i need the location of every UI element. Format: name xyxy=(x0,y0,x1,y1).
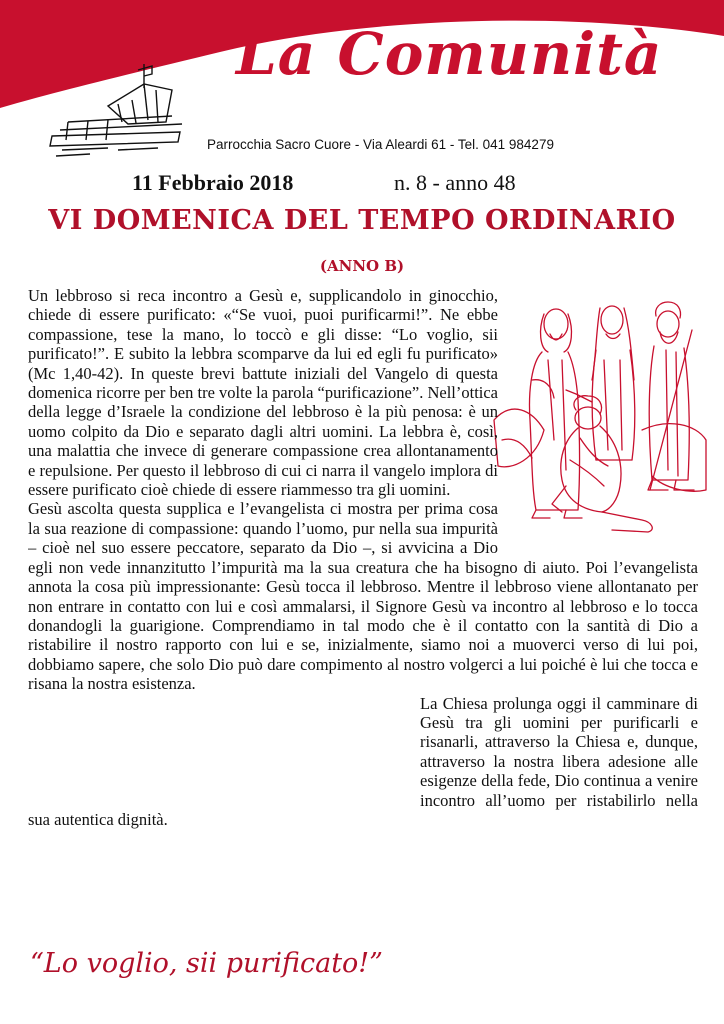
masthead-title: La Comunità xyxy=(236,20,663,88)
page-headline: VI DOMENICA DEL TEMPO ORDINARIO xyxy=(48,205,676,236)
church-logo xyxy=(48,60,188,158)
parish-contact-line: Parrocchia Sacro Cuore - Via Aleardi 61 - Tel. 041 984279 xyxy=(207,137,554,152)
issue-number: n. 8 - anno 48 xyxy=(394,170,516,195)
article-paragraph: Gesù ascolta questa supplica e l’evangelista ci mostra per prima cosa la sua reazione di compassione: quando l’uomo, pur nella sua impurità – cioè nel suo essere peccatore, separato da Dio –, si avvicina a Dio egli non vede innanzitutto l’impurità ma la sua creatura che ha bisogno di aiuto. Poi l’evangelista annota la cosa più impressionante: Gesù tocca il lebbroso. Mentre il lebbroso viene allontanato per non entrare in contatto con lui e così ammalarsi, il Signore Gesù va incontro al lebbroso e lo tocca donandogli la guarigione. Comprendiamo in tal modo che è il contatto con la santità di Dio a ristabilire il nostro rapporto con lui e se, inizialmente, siamo noi a muoverci verso di lui poi, dobbiamo sapere, che solo Dio può dare compimento al nostro volgerci a lui poiché è lui che tocca e risana la nostra esistenza. xyxy=(28,499,698,694)
issue-date: 11 Febbraio 2018 xyxy=(132,170,294,195)
footer-quote: “Lo voglio, sii purificato!” xyxy=(30,948,383,979)
article-paragraph: Un lebbroso si reca incontro a Gesù e, supplicandolo in ginocchio, chiede di essere purificato: «“Se vuoi, puoi purificarmi!”. Ne ebbe compassione, tese la mano, lo toccò e gli disse: “Lo voglio, sii purificato!”. E subito la lebbra scomparve da lui ed egli fu purificato» (Mc 1,40-42). In queste brevi battute iniziali del Vangelo di questa domenica ricorre per ben tre volte la parola “purificazione”. Nell’ottica della legge d’Israele la condizione del lebbroso è la più penosa: è un uomo colpito da Dio e separato dagli altri uomini. La lebbra è, così, una malattia che invece di generare compassione crea allontanamento e repulsione. Per questo il lebbroso di cui ci narra il vangelo implora di essere purificato cioè chiede di essere riammesso tra gli uomini. xyxy=(28,286,499,500)
article-body xyxy=(28,286,698,994)
article-paragraph: La Chiesa prolunga oggi il camminare di Gesù tra gli uomini per purificarli e risanarli, attraverso la Chiesa e, dunque, attraverso la nostra libera adesione alle esigenze della fede, Dio continua a venire incontro all’uomo per ristabilirlo nella sua autentica dignità. xyxy=(28,693,698,829)
page-subheadline: (ANNO B) xyxy=(319,257,405,275)
